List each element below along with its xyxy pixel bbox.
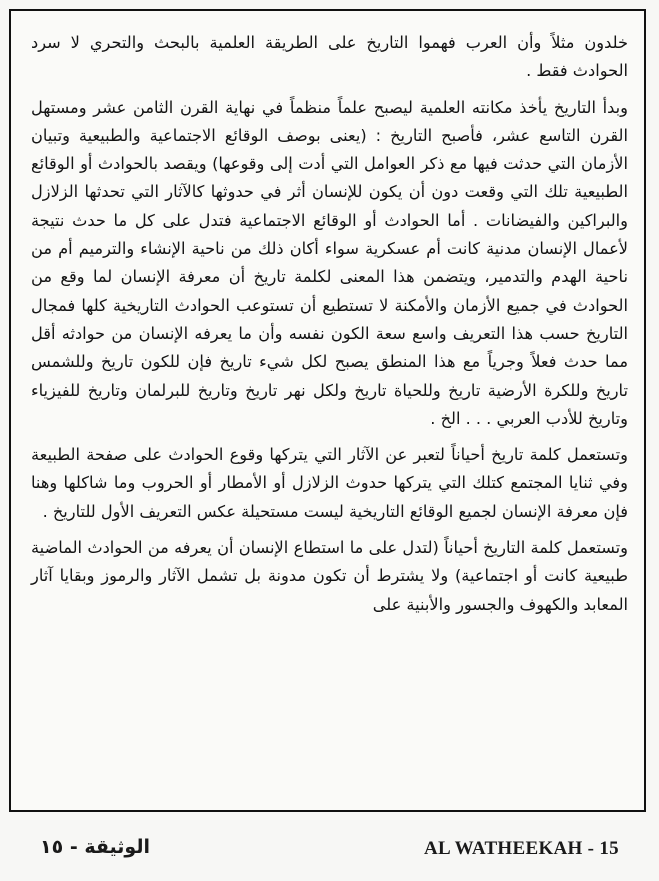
footer-english-page-number: AL WATHEEKAH - 15 [424,838,619,859]
page-footer [0,832,659,872]
paragraph: خلدون مثلاً وأن العرب فهموا التاريخ على الطريقة العلمية بالبحث والتحري لا سرد الحوادث فقط . [31,33,628,81]
paragraph: وبدأ التاريخ يأخذ مكانته العلمية ليصبح علماً منظماً في نهاية القرن الثامن عشر ومستهل القرن التاسع عشر، فأصبح التاريخ : (يعنى بوصف الوقائع الاجتماعية والطبيعية وتبيان الأزمان التي حدثت فيها مع ذكر العوامل التي أدت إلى وقوعها) ويقصد بالحوادث أو الوقائع الطبيعية تلك التي وقعت دون أن يكون للإنسان أثر في حدوثها كالآثار التي تحدثها الزلازل والبراكين والفيضانات . أما الحوادث أو الوقائع الاجتماعية فتدل على كل ما حدث نتيجة لأعمال الإنسان مدنية كانت أم عسكرية سواء أكان ذلك من ناحية الإنشاء والترميم أم من ناحية الهدم والتدمير، ويتضمن هذا المعنى لكلمة تاريخ أن معرفة الإنسان لما وقع من الحوادث في جميع الأزمان والأمكنة لا تستطيع أن تستوعب الحوادث التاريخية كلها فمجال التاريخ حسب هذا التعريف واسع سعة الكون نفسه وأن ما يعرفه الإنسان من حوادثه أقل مما حدث فعلاً وجرياً مع هذا المنطق يصبح لكل شيء تاريخ فإن للكون تاريخ وللشمس تاريخ وللكرة الأرضية تاريخ وللحياة تاريخ ولكل نهر تاريخ وتاريخ للبرلمان وتاريخ للفيزياء وتاريخ للأدب العربي . . . الخ . [31,97,628,428]
text-frame [9,9,646,812]
footer-arabic-page-number: الوثيقة - ١٥ [40,836,150,858]
article-body [31,29,628,619]
paragraph: وتستعمل كلمة التاريخ أحياناً (لتدل على ما استطاع الإنسان أن يعرفه من الحوادث الماضية طبيعية كانت أو اجتماعية) ولا يشترط أن تكون مدونة بل تشمل الآثار والرموز وبقايا آثار المعابد والكهوف والجسور والأبنية على [31,538,628,614]
paragraph: وتستعمل كلمة تاريخ أحياناً لتعبر عن الآثار التي يتركها وقوع الحوادث على صفحة الطبيعة وفي ثنايا المجتمع كتلك التي يتركها حدوث الزلازل أو الأمطار أو الحروب وما شاكلها وهنا فإن معرفة الإنسان لجميع الوقائع التاريخية ليست مستحيلة عكس التعريف الأول للتاريخ . [31,445,628,521]
